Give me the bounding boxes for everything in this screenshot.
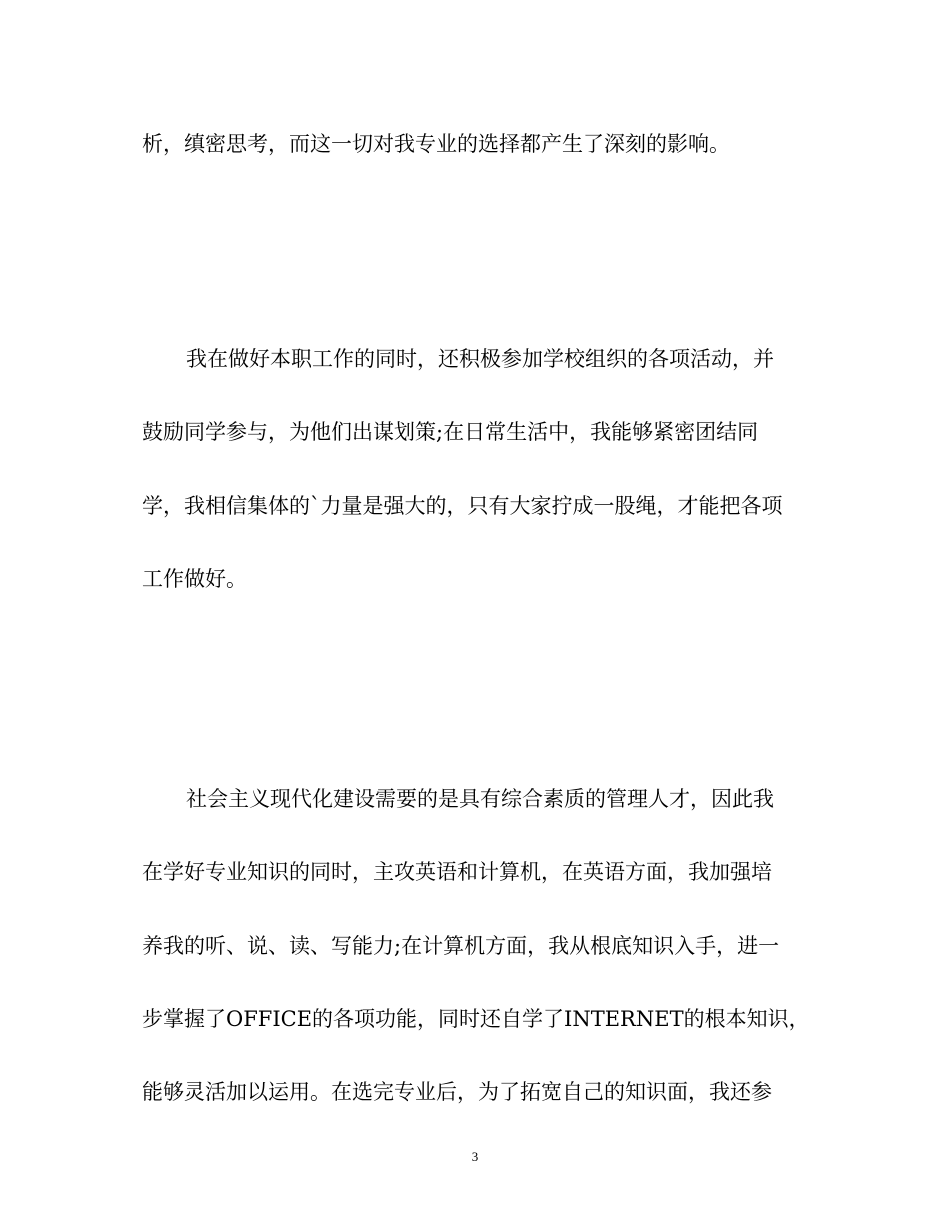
paragraph-3-line-3: 养我的听、说、读、写能力;在计算机方面，我从根底知识入手，进一 xyxy=(142,934,780,958)
paragraph-1-line-1: 析，缜密思考，而这一切对我专业的选择都产生了深刻的影响。 xyxy=(142,132,730,156)
page-number: 3 xyxy=(471,1149,479,1164)
paragraph-3-line-4: 步掌握了OFFICE的各项功能，同时还自学了INTERNET的根本知识， xyxy=(142,1007,810,1031)
paragraph-2-line-1: 我在做好本职工作的同时，还积极参加学校组织的各项活动，并 xyxy=(186,347,774,371)
paragraph-2-line-4: 工作做好。 xyxy=(142,567,247,591)
paragraph-3-line-1: 社会主义现代化建设需要的是具有综合素质的管理人才，因此我 xyxy=(186,787,774,811)
paragraph-3-line-5: 能够灵活加以运用。在选完专业后，为了拓宽自己的知识面，我还参 xyxy=(142,1080,772,1104)
paragraph-3-line-2: 在学好专业知识的同时，主攻英语和计算机，在英语方面，我加强培 xyxy=(142,860,772,884)
paragraph-2-line-2: 鼓励同学参与，为他们出谋划策;在日常生活中，我能够紧密团结同 xyxy=(142,420,759,444)
paragraph-2-line-3: 学，我相信集体的`力量是强大的，只有大家拧成一股绳，才能把各项 xyxy=(142,494,783,518)
